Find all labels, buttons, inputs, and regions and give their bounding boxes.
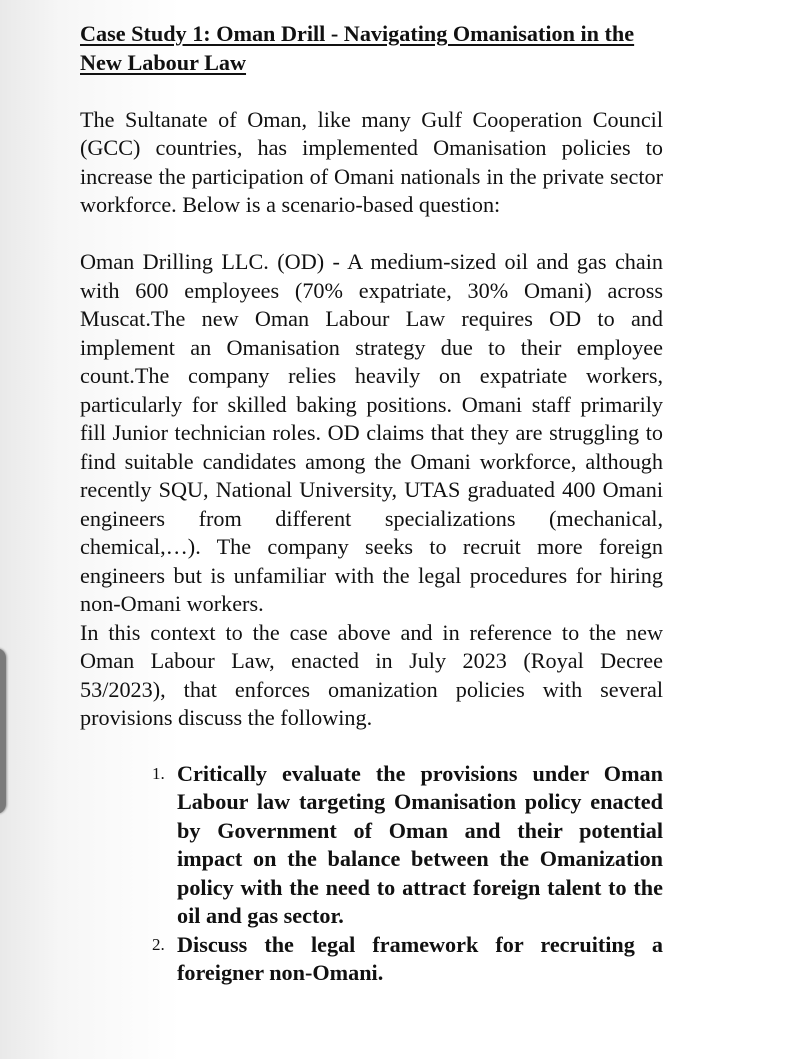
intro-paragraph: The Sultanate of Oman, like many Gulf Cooperation Council (GCC) countries, has implemented Omanisation policies to increase the participation of Omani nationals in the private sector workforce. Below is a scenario-based question:: [80, 106, 663, 217]
spacer: [80, 77, 663, 106]
edge-swipe-handle[interactable]: [0, 648, 6, 814]
question-text: Discuss the legal framework for recruiting a foreigner non-Omani.: [177, 931, 663, 985]
spacer: [80, 220, 663, 249]
document-page: [80, 20, 663, 988]
context-paragraph: In this context to the case above and in reference to the new Oman Labour Law, enacted in July 2023 (Royal Decree 53/2023), that enforces omanization policies with several provisions discuss the following.: [80, 619, 663, 730]
scenario-paragraph: Oman Drilling LLC. (OD) - A medium-sized oil and gas chain with 600 employees (70% expatriate, 30% Omani) across Muscat.The new Oman Labour Law requires OD to and implement an Omanisation strategy due to their employee count.The company relies heavily on expatriate workers, particularly for skilled baking positions. Omani staff primarily fill Junior technician roles. OD claims that they are struggling to find suitable candidates among the Omani workforce, although recently SQU, National University, UTAS graduated 400 Omani engineers from different specializations (mechanical, chemical,…). The company seeks to recruit more foreign engineers but is unfamiliar with the legal procedures for hiring non-Omani workers.: [80, 249, 663, 616]
question-item: [152, 760, 663, 931]
question-number: 1.: [152, 763, 165, 783]
question-text: Critically evaluate the provisions under Oman Labour law targeting Omanisation policy enacted by Government of Oman and their potential impact on the balance between the Omanization policy with the need to attract foreign talent to the oil and gas sector.: [177, 760, 663, 928]
question-item: [152, 931, 663, 988]
question-list: [80, 760, 663, 988]
document-title: Case Study 1: Oman Drill - Navigating Omanisation in the New Labour Law: [80, 21, 635, 75]
question-number: 2.: [152, 934, 165, 954]
